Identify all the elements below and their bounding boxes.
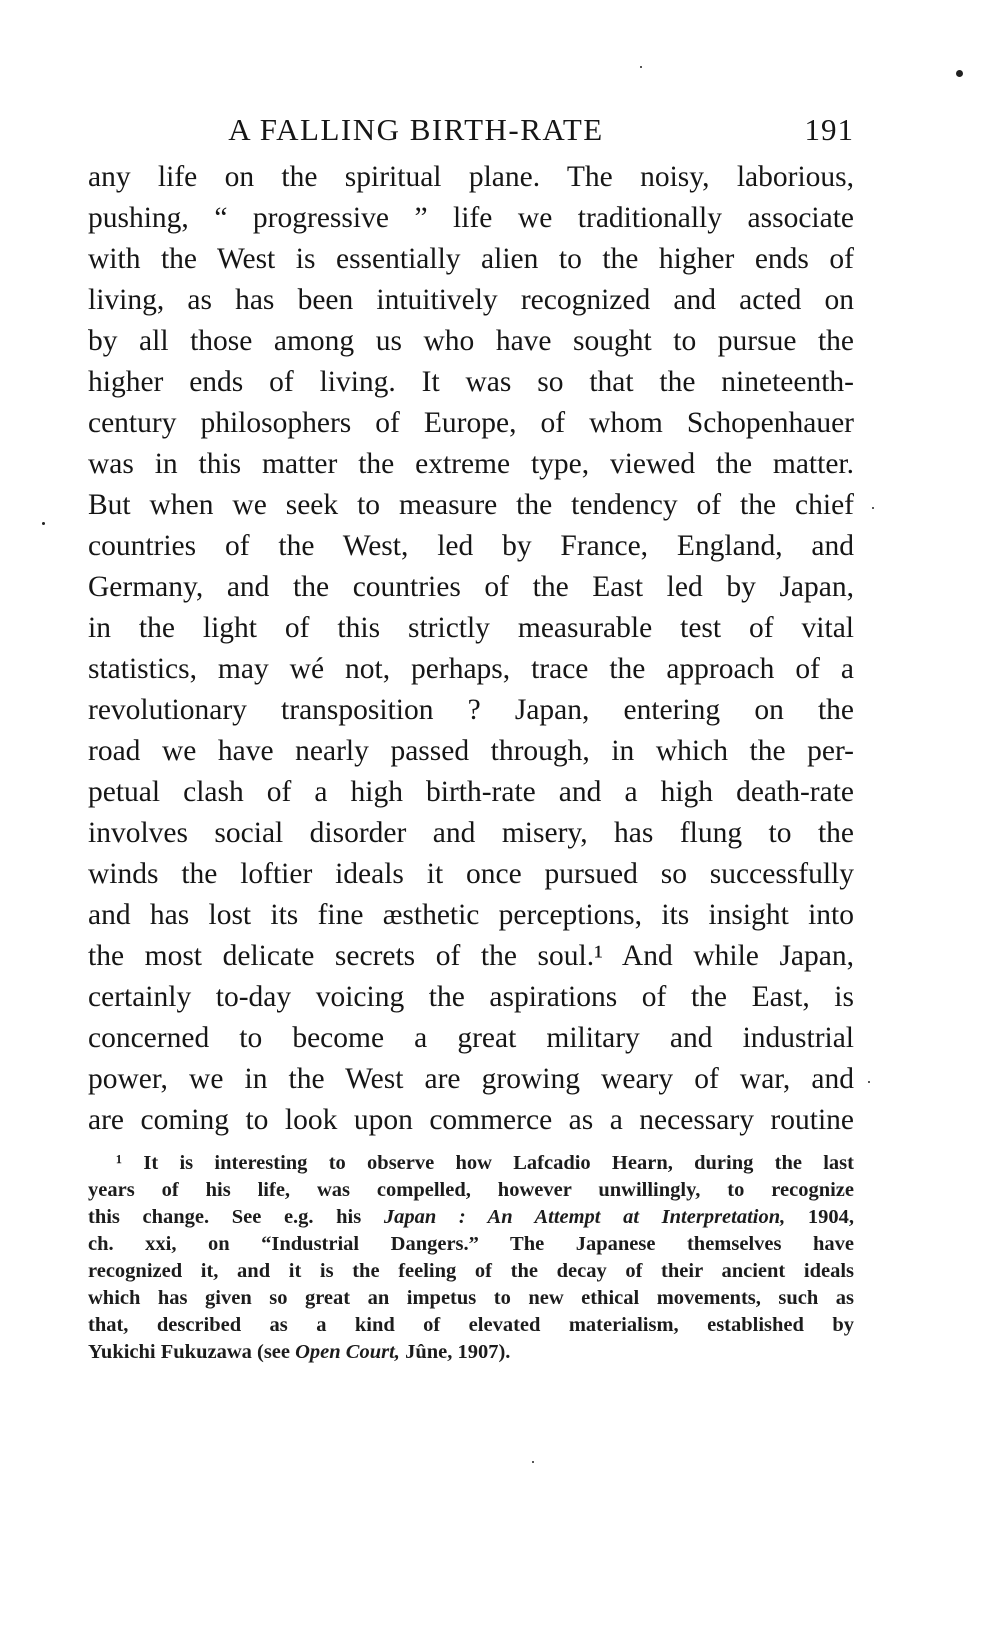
scan-speck xyxy=(956,70,963,77)
body-line: with the West is essentially alien to the higher ends of xyxy=(88,243,854,275)
body-line: revolutionary transposition ? Japan, entering on the xyxy=(88,694,854,726)
body-line: are coming to look upon commerce as a necessary routine xyxy=(88,1104,854,1136)
footnote-line: years of his life, was compelled, however unwillingly, to recognize xyxy=(88,1179,854,1201)
body-line: pushing, “ progressive ” life we traditionally associate xyxy=(88,202,854,234)
body-line: concerned to become a great military and industrial xyxy=(88,1022,854,1054)
scan-speck xyxy=(872,507,874,509)
footnote-line: which has given so great an impetus to new ethical movements, such as xyxy=(88,1287,854,1309)
cited-title: Open Court, xyxy=(295,1341,400,1363)
body-line: road we have nearly passed through, in which the per- xyxy=(88,735,854,767)
footnote-text: Jûne, 1907). xyxy=(399,1341,511,1363)
body-line: involves social disorder and misery, has flung to the xyxy=(88,817,854,849)
running-head xyxy=(88,108,854,152)
footnote-text: Yukichi Fukuzawa (see xyxy=(88,1341,296,1363)
body-line: power, we in the West are growing weary of war, and xyxy=(88,1063,854,1095)
body-line: petual clash of a high birth-rate and a high death-rate xyxy=(88,776,854,808)
cited-title: Japan : An Attempt at Interpretation, xyxy=(383,1206,786,1228)
footnote-line xyxy=(88,1204,854,1231)
body-line: was in this matter the extreme type, viewed the matter. xyxy=(88,448,854,480)
footnote-line: ch. xxi, on “Industrial Dangers.” The Japanese themselves have xyxy=(88,1233,854,1255)
body-line: in the light of this strictly measurable test of vital xyxy=(88,612,854,644)
body-line: higher ends of living. It was so that the nineteenth- xyxy=(88,366,854,398)
footnote-line: recognized it, and it is the feeling of the decay of their ancient ideals xyxy=(88,1260,854,1282)
body-line: countries of the West, led by France, England, and xyxy=(88,530,854,562)
body-line: statistics, may wé not, perhaps, trace the approach of a xyxy=(88,653,854,685)
body-line: certainly to-day voicing the aspirations of the East, is xyxy=(88,981,854,1013)
footnote-text: 1904, xyxy=(785,1206,854,1228)
body-line: But when we seek to measure the tendency of the chief xyxy=(88,489,854,521)
body-line: and has lost its fine æsthetic perceptions, its insight into xyxy=(88,899,854,931)
page-number: 191 xyxy=(804,112,854,147)
footnote-line: that, described as a kind of elevated materialism, established by xyxy=(88,1314,854,1336)
body-line: century philosophers of Europe, of whom Schopenhauer xyxy=(88,407,854,439)
scan-speck xyxy=(42,522,45,525)
scan-speck xyxy=(868,1081,870,1083)
scan-speck xyxy=(532,1461,534,1463)
footnote-line: ¹ It is interesting to observe how Lafcadio Hearn, during the last xyxy=(116,1152,854,1174)
body-line: any life on the spiritual plane. The noisy, laborious, xyxy=(88,161,854,193)
body-paragraph xyxy=(88,157,854,1141)
body-line: living, as has been intuitively recognized and acted on xyxy=(88,284,854,316)
body-line: the most delicate secrets of the soul.¹ And while Japan, xyxy=(88,940,854,972)
footnote-text: this change. See e.g. his xyxy=(88,1206,384,1228)
footnote-line xyxy=(88,1339,854,1366)
body-line: by all those among us who have sought to pursue the xyxy=(88,325,854,357)
scan-speck xyxy=(640,66,642,68)
body-line: winds the loftier ideals it once pursued so successfully xyxy=(88,858,854,890)
body-line: Germany, and the countries of the East led by Japan, xyxy=(88,571,854,603)
footnote xyxy=(88,1150,854,1366)
running-title: A FALLING BIRTH-RATE xyxy=(228,112,604,147)
